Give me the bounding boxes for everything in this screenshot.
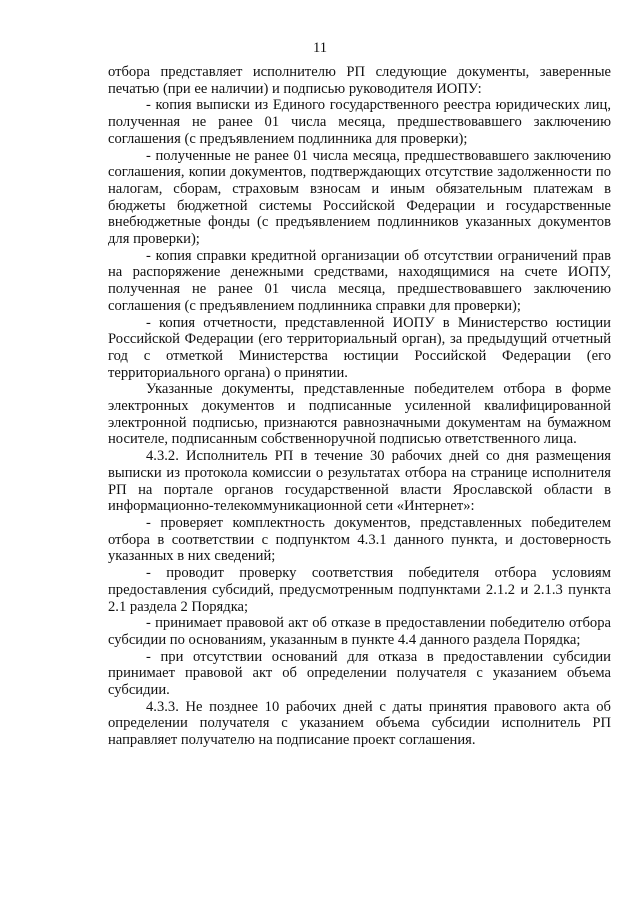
page-number: 11 [312,40,328,56]
document-body [108,64,611,749]
paragraph: отбора представляет исполнителю РП следующие документы, заверенные печатью (при ее наличии) и подписью руководителя ИОПУ: [108,64,611,97]
paragraph: - проводит проверку соответствия победителя отбора условиям предоставления субсидий, предусмотренным подпунктами 2.1.2 и 2.1.3 пункта 2.1 раздела 2 Порядка; [108,565,611,615]
paragraph: - при отсутствии оснований для отказа в предоставлении субсидии принимает правовой акт об определении получателя с указанием объема субсидии. [108,648,611,699]
paragraph: - копия выписки из Единого государственного реестра юридических лиц, полученная не ранее 01 числа месяца, предшествовавшего заключению соглашения (с предъявлением подлинника для проверки); [108,97,611,147]
paragraph: 4.3.2. Исполнитель РП в течение 30 рабочих дней со дня размещения выписки из протокола комиссии о результатах отбора на странице исполнителя РП на портале органов государственной власти Ярославской области в информационно-телекоммуникационной сети «Интернет»: [108,448,611,515]
paragraph: - копия отчетности, представленной ИОПУ в Министерство юстиции Российской Федерации (его территориальный орган), за предыдущий отчетный год с отметкой Министерства юстиции Российской Федерации (его территориального органа) о принятии. [108,314,611,381]
paragraph: - полученные не ранее 01 числа месяца, предшествовавшего заключению соглашения, копии документов, подтверждающих отсутствие задолженности по налогам, сборам, страховым взносам и иным обязательным платежам в бюджеты бюджетной системы Российской Федерации и государственные внебюджетные фонды (с предъявлением подлинников указанных документов для проверки); [108,147,611,248]
paragraph: - принимает правовой акт об отказе в предоставлении победителю отбора субсидии по основаниям, указанным в пункте 4.4 данного раздела Порядка; [108,615,611,648]
paragraph: - проверяет комплектность документов, представленных победителем отбора в соответствии с подпунктом 4.3.1 данного пункта, и достоверность указанных в них сведений; [108,514,611,565]
paragraph: - копия справки кредитной организации об отсутствии ограничений прав на распоряжение денежными средствами, находящимися на счете ИОПУ, полученная не ранее 01 числа месяца, предшествовавшего заключению соглашения (с предъявлением подлинника справки для проверки); [108,247,611,314]
paragraph: Указанные документы, представленные победителем отбора в форме электронных документов и подписанные усиленной квалифицированной электронной подписью, признаются равнозначными документам на бумажном носителе, подписанным собственноручной подписью ответственного лица. [108,381,611,448]
paragraph: 4.3.3. Не позднее 10 рабочих дней с даты принятия правового акта об определении получателя с указанием объема субсидии исполнитель РП направляет получателю на подписание проект соглашения. [108,698,611,749]
